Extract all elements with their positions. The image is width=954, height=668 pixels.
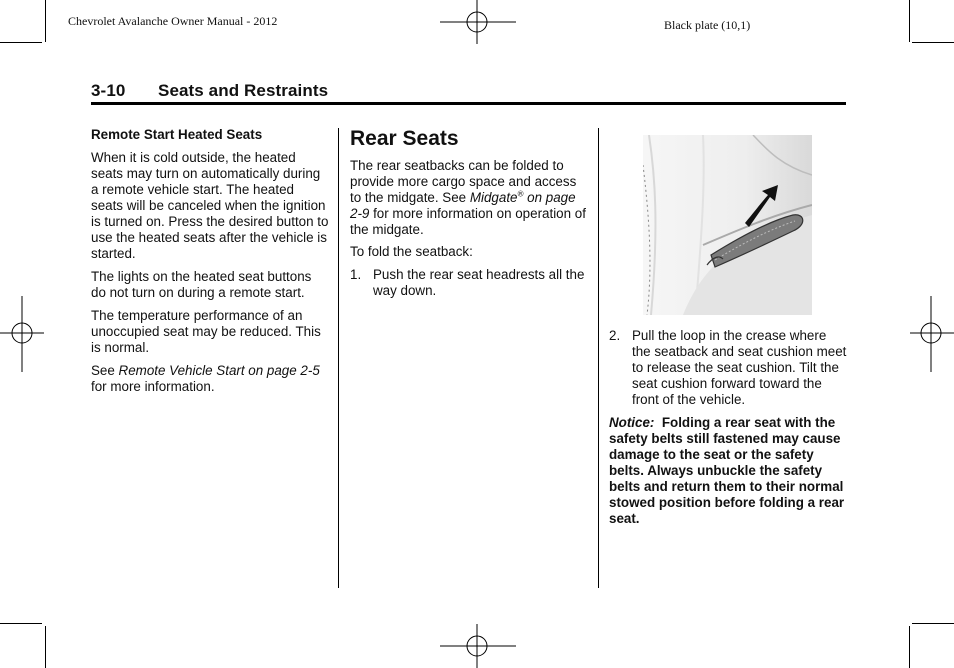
page-title: Rear Seats [350, 127, 459, 150]
step-number: 1. [350, 267, 362, 282]
column-divider-1 [338, 128, 339, 588]
paragraph: When it is cold outside, the heated seats may turn on automatically during a remote vehicle start. The heated seats will be canceled when the ignition is turned on. Press the desired button to use the heated seats after the vehicle is started. [91, 150, 329, 261]
step-number: 2. [609, 328, 621, 343]
left-column [91, 127, 329, 402]
paragraph: To fold the seatback: [350, 244, 473, 259]
paragraph [91, 363, 329, 395]
section-rule [91, 102, 846, 105]
text: See [91, 363, 119, 378]
notice-paragraph [609, 415, 847, 527]
step-text: Pull the loop in the crease where the seatback and seat cushion meet to release the seat cushion. Tilt the seat cushion forward toward the front of the vehicle. [632, 328, 847, 407]
registration-mark-bottom [440, 624, 516, 668]
column-divider-2 [598, 128, 599, 588]
registration-mark-top [440, 0, 516, 44]
step-item [350, 267, 590, 299]
link-text: on page 2-9 [350, 190, 576, 221]
section-heading [91, 81, 328, 101]
page-number: 3-10 [91, 81, 126, 100]
right-column [609, 328, 847, 534]
cross-reference-link[interactable]: Remote Vehicle Start on page 2-5 [118, 363, 320, 378]
seat-loop-illustration [643, 135, 812, 315]
subsection-heading: Remote Start Heated Seats [91, 127, 263, 142]
notice-text: Folding a rear seat with the safety belts still fastened may cause damage to the seat or the safety belts. Always unbuckle the safety belts and return them to their normal stowed position before folding a rear seat. [609, 415, 845, 526]
notice-label: Notice: [609, 415, 655, 430]
step-text: Push the rear seat headrests all the way down. [373, 267, 585, 298]
middle-column [350, 126, 590, 306]
step-item [609, 328, 847, 408]
text: for more information. [91, 379, 215, 394]
paragraph: The temperature performance of an unoccupied seat may be reduced. This is normal. [91, 308, 321, 355]
registered-mark: ® [517, 189, 524, 199]
link-text: Midgate [469, 190, 518, 205]
section-title: Seats and Restraints [158, 81, 329, 100]
paragraph: The lights on the heated seat buttons do not turn on during a remote start. [91, 269, 312, 300]
plate-label: Black plate (10,1) [664, 18, 751, 32]
text: The rear seatbacks can be folded to provide more cargo space and access to the midgate. See [350, 158, 577, 205]
registration-mark-left [0, 296, 44, 372]
registration-mark-right [910, 296, 954, 372]
manual-title: Chevrolet Avalanche Owner Manual - 2012 [68, 14, 278, 28]
text: for more information on operation of the midgate. [350, 206, 586, 237]
paragraph [350, 158, 590, 238]
